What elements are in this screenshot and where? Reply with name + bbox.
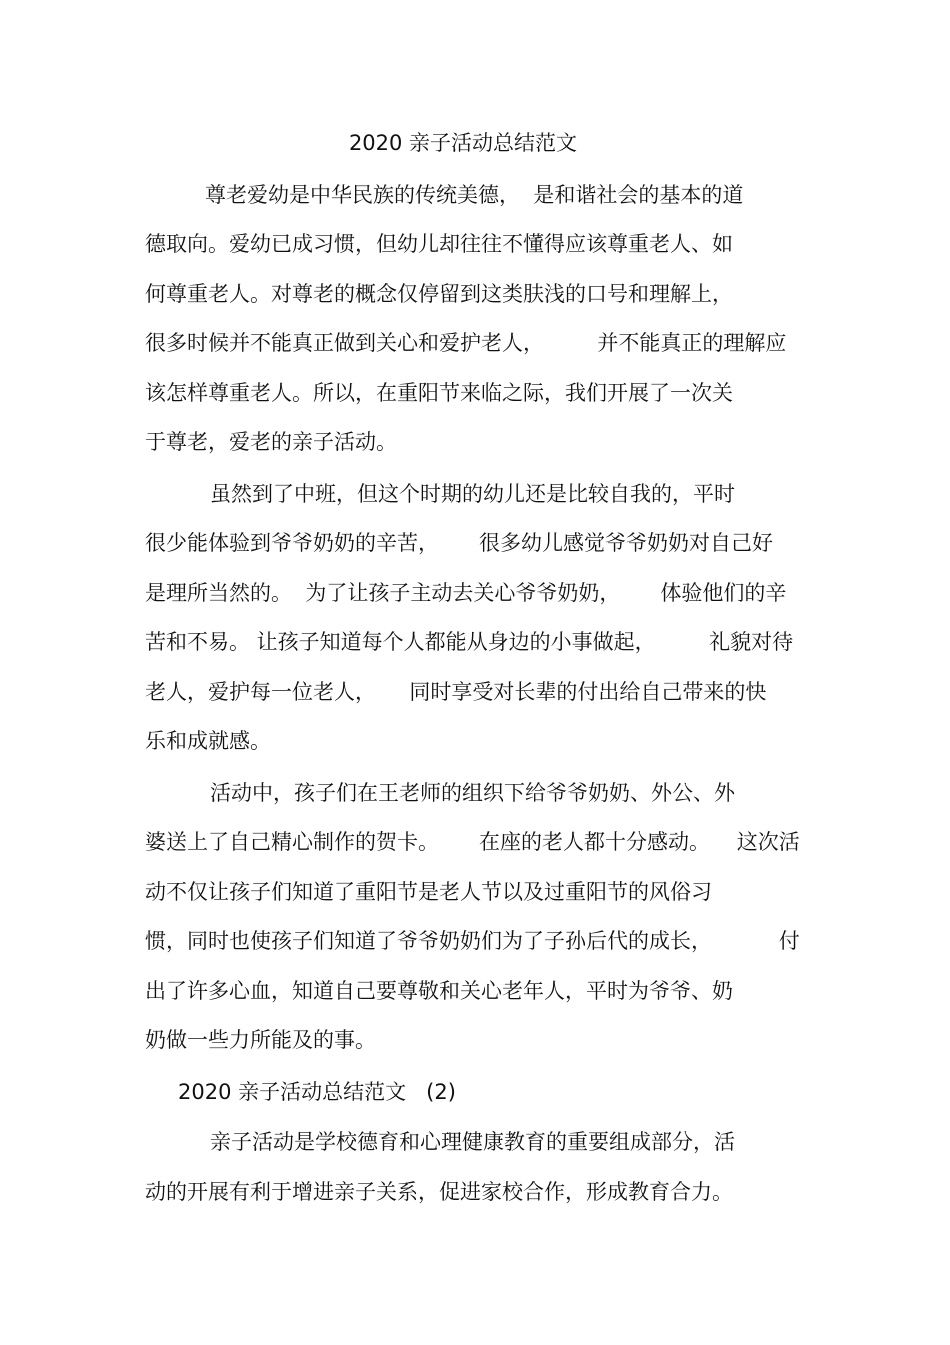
paragraph-4-line-2: 动的开展有利于增进亲子关系，促进家校合作，形成教育合力。 bbox=[145, 1180, 733, 1204]
paragraph-3-line-2: 婆送上了自己精心制作的贺卡。 在座的老人都十分感动。 这次活 bbox=[145, 830, 800, 854]
paragraph-3-line-5: 出了许多心血，知道自己要尊敬和关心老年人，平时为爷爷、奶 bbox=[145, 979, 733, 1003]
paragraph-3-line-4: 惯，同时也使孩子们知道了爷爷奶奶们为了子孙后代的成长， 付 bbox=[145, 929, 800, 953]
document-title: 2020 亲子活动总结范文 bbox=[348, 131, 578, 155]
paragraph-2-line-3: 是理所当然的。 为了让孩子主动去关心爷爷奶奶， 体验他们的辛 bbox=[145, 581, 787, 605]
paragraph-1-line-3: 何尊重老人。对尊老的概念仅停留到这类肤浅的口号和理解上， bbox=[145, 282, 733, 306]
paragraph-2-line-4: 苦和不易。 让孩子知道每个人都能从身边的小事做起， 礼貌对待 bbox=[145, 630, 794, 654]
paragraph-2-line-6: 乐和成就感。 bbox=[145, 729, 271, 753]
paragraph-4-line-1: 亲子活动是学校德育和心理健康教育的重要组成部分，活 bbox=[210, 1130, 735, 1154]
paragraph-1-line-5: 该怎样尊重老人。所以，在重阳节来临之际，我们开展了一次关 bbox=[145, 381, 733, 405]
paragraph-2-line-1: 虽然到了中班，但这个时期的幼儿还是比较自我的，平时 bbox=[210, 482, 735, 506]
paragraph-2-line-5: 老人，爱护每一位老人， 同时享受对长辈的付出给自己带来的快 bbox=[145, 680, 767, 704]
paragraph-3-line-3: 动不仅让孩子们知道了重阳节是老人节以及过重阳节的风俗习 bbox=[145, 880, 712, 904]
section-subheading: 2020 亲子活动总结范文 (2) bbox=[178, 1080, 456, 1104]
paragraph-1-line-2: 德取向。爱幼已成习惯，但幼儿却往往不懂得应该尊重老人、如 bbox=[145, 232, 733, 256]
paragraph-1-line-4: 很多时候并不能真正做到关心和爱护老人， 并不能真正的理解应 bbox=[145, 331, 787, 355]
paragraph-2-line-2: 很少能体验到爷爷奶奶的辛苦， 很多幼儿感觉爷爷奶奶对自己好 bbox=[145, 531, 774, 555]
paragraph-1-line-1: 尊老爱幼是中华民族的传统美德， 是和谐社会的基本的道 bbox=[205, 183, 744, 207]
paragraph-3-line-1: 活动中，孩子们在王老师的组织下给爷爷奶奶、外公、外 bbox=[210, 781, 735, 805]
paragraph-1-line-6: 于尊老，爱老的亲子活动。 bbox=[145, 430, 397, 454]
paragraph-3-line-6: 奶做一些力所能及的事。 bbox=[145, 1028, 376, 1052]
